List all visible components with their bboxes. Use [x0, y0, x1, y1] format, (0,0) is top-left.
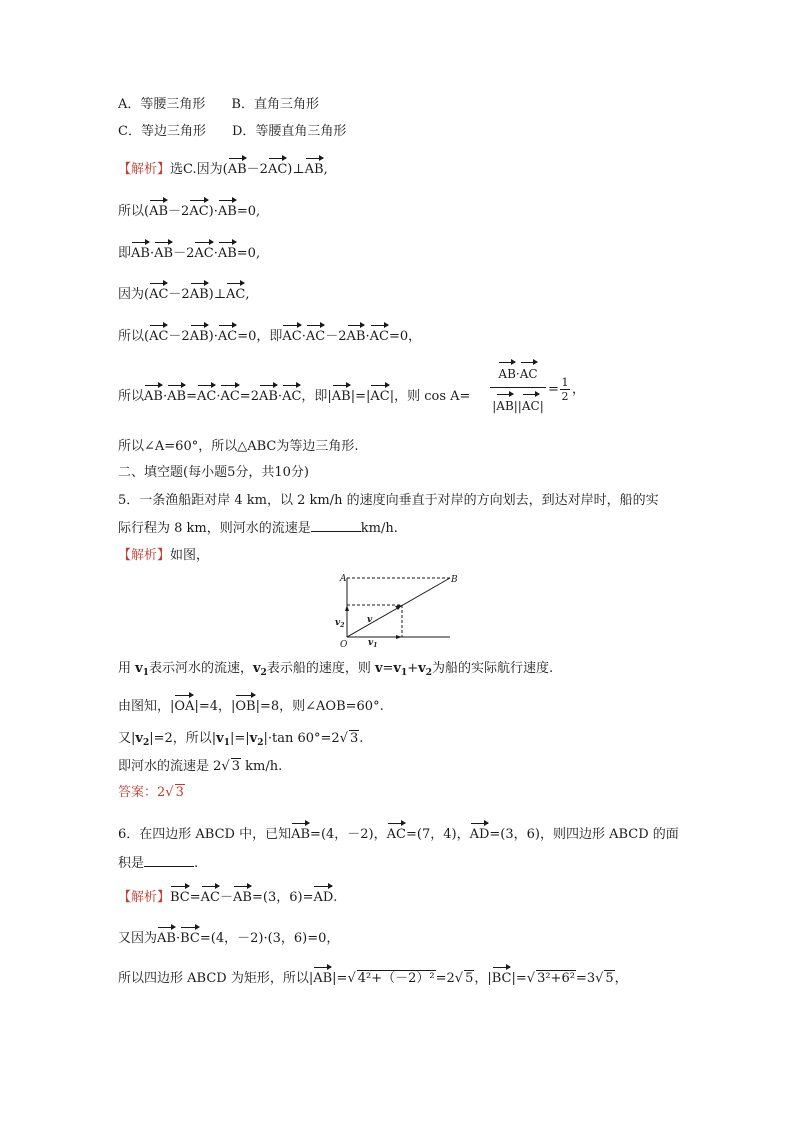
vector-ac: AC — [282, 383, 301, 403]
jiexi-tag: 【解析】 — [118, 548, 171, 563]
label-v1: $v_1$ — [368, 638, 378, 649]
question-6-line-1: 6．在四边形 ABCD 中，已知AB=(4，－2)，AC=(7，4)，AD=(3，6)，则四边形 ABCD 的面 — [118, 821, 679, 841]
option-row-2 — [118, 125, 346, 138]
answer-blank — [144, 866, 194, 867]
vector-ac: AC — [149, 281, 168, 301]
half-fraction: 1 2 — [561, 376, 569, 403]
equals-sign: = — [548, 382, 559, 397]
solution-line-2: 所以(AB－2AC)·AB=0, — [118, 198, 260, 218]
q6-solution-line-1: 【解析】BC=AC－AB=(3，6)=AD. — [118, 884, 337, 904]
option-row-1 — [118, 98, 319, 111]
vector-ab: AB — [167, 383, 186, 403]
vector-ab: AB — [218, 198, 237, 218]
vector-ac: AC — [226, 281, 245, 301]
velocity-diagram — [330, 570, 465, 650]
q6-solution-line-2: 又因为AB·BC=(4，－2)·(3，6)=0， — [118, 925, 339, 945]
option-a: A．等腰三角形 — [118, 97, 206, 112]
vector-bc: BC — [492, 965, 512, 985]
vector-ab: AB — [144, 383, 163, 403]
solution-line-6: 所以AB·AB=AC·AC=2AB·AC，即|AB|=|AC|，则 cos A= — [118, 383, 470, 403]
q5-solution-line-3: 又$|v_2|=2$，所以$|v_1|=|v_2|\cdot\tan$ 60°=2√ 3. — [118, 731, 364, 748]
question-6-line-2: 积是 . — [118, 856, 199, 871]
vector-ab: AB — [154, 240, 173, 260]
cos-numerator: AB·AC — [490, 360, 546, 381]
vector-ac: AC — [370, 383, 389, 403]
vector-ac: AC — [268, 156, 287, 176]
jiexi-tag: 【解析】 — [118, 890, 171, 905]
vector-ab: AB — [190, 323, 209, 343]
label-b: B — [451, 575, 458, 585]
question-5-line-1: 5．一条渔船距对岸 4 km，以 2 km/h 的速度向垂直于对岸的方向划去，到达对岸时，船的实 — [118, 493, 659, 508]
label-v2: $v_2$ — [335, 618, 345, 629]
vector-ac: AC — [201, 884, 220, 904]
vector-ab: AB — [157, 925, 176, 945]
solution-line-4: 因为(AC－2AB)⊥AC, — [118, 281, 249, 301]
option-b: B．直角三角形 — [231, 97, 319, 112]
vector-ab: AB — [313, 965, 332, 985]
vector-ac: AC — [370, 323, 389, 343]
vector-ab: AB — [131, 240, 150, 260]
option-c: C．等边三角形 — [118, 124, 206, 139]
vector-bc: BC — [180, 925, 200, 945]
q5-solution-line-1: 用 $v_1$表示河水的流速，$v_2$表示船的速度，则 $v=v_1+v_2$为船的实际航行速度. — [118, 661, 554, 678]
vector-ac: AC — [189, 198, 208, 218]
vector-ac: AC — [282, 323, 301, 343]
vector-ob: OB — [235, 693, 255, 713]
vector-ab: AB — [291, 821, 310, 841]
vector-ab: AB — [332, 383, 351, 403]
vector-ab: AB — [305, 156, 324, 176]
vector-ac: AC — [218, 323, 237, 343]
q6-solution-line-3: 所以四边形 ABCD 为矩形，所以|AB|=√ 4²+（－2）²=2√ 5，|BC|=√ 3²+6²=3√ 5， — [118, 965, 628, 985]
vector-ad: AD — [470, 821, 490, 841]
vector-ac: AC — [306, 323, 325, 343]
label-v: v — [367, 615, 373, 625]
vector-ac: AC — [220, 383, 239, 403]
q5-solution-start: 【解析】如图， — [118, 548, 210, 563]
section-heading: 二、填空题(每小题5分，共10分) — [118, 465, 309, 480]
option-d: D．等腰直角三角形 — [231, 124, 347, 139]
vector-ab: AB — [233, 884, 252, 904]
cos-fraction — [490, 360, 546, 413]
vector-bc: BC — [170, 884, 190, 904]
jiexi-tag: 【解析】 — [118, 162, 171, 177]
question-5-line-2: 际行程为 8 km，则河水的流速是 km/h. — [118, 521, 398, 536]
fraction-bar — [490, 387, 546, 388]
vector-ab: AB — [149, 198, 168, 218]
vector-ac: AC — [197, 383, 216, 403]
answer-blank — [311, 531, 361, 532]
vector-ab: AB — [259, 383, 278, 403]
vector-ac: AC — [149, 323, 168, 343]
vector-ab: AB — [218, 240, 237, 260]
answer-5: 答案：2√ 3 — [118, 785, 184, 800]
cos-denominator: |AB||AC| — [490, 392, 546, 413]
vector-ac: AC — [387, 821, 406, 841]
solution-line-5: 所以(AC－2AB)·AC=0，即AC·AC－2AB·AC=0， — [118, 323, 421, 343]
vector-oa: OA — [174, 693, 194, 713]
q5-solution-line-4: 即河水的流速是 2√ 3 km/h. — [118, 759, 283, 774]
vector-ab: AB — [228, 156, 247, 176]
solution-conclusion: 所以∠A=60°，所以△ABC为等边三角形. — [118, 439, 359, 454]
vector-ad: AD — [313, 884, 333, 904]
q5-solution-line-2: 由图知，|OA|=4，|OB|=8，则∠AOB=60°. — [118, 693, 384, 713]
solution-line-1: 【解析】选C.因为(AB－2AC)⊥AB, — [118, 156, 328, 176]
vector-ab: AB — [190, 281, 209, 301]
vector-ab: AB — [347, 323, 366, 343]
vector-ac: AC — [194, 240, 213, 260]
label-o: O — [340, 640, 348, 650]
label-a: A — [340, 574, 347, 584]
solution-line-3: 即AB·AB－2AC·AB=0, — [118, 240, 260, 260]
